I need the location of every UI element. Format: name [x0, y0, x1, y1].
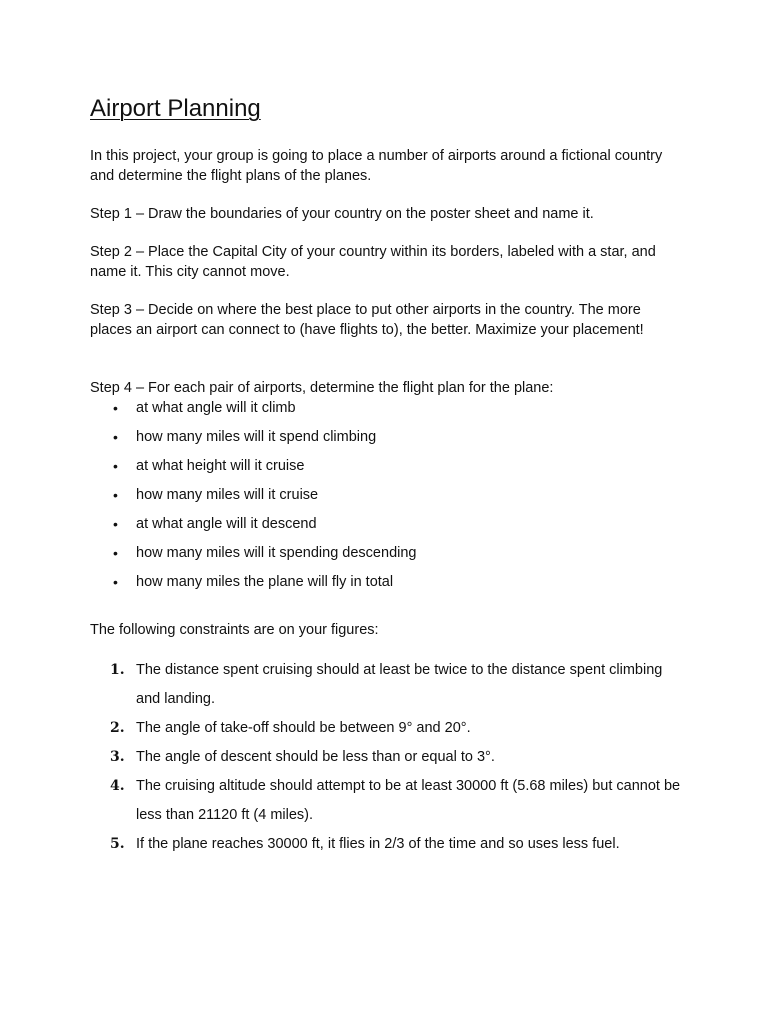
constraint-number: 3. — [110, 749, 125, 765]
list-item — [110, 427, 416, 456]
bullet-icon: • — [113, 429, 118, 445]
constraint-number: 4. — [110, 778, 125, 794]
constraint-text: If the plane reaches 30000 ft, it flies in 2/3 of the time and so uses less fuel. — [136, 836, 620, 852]
constraint-text: The distance spent cruising should at least be twice to the distance spent climbing and landing. — [136, 662, 663, 707]
constraint-item — [110, 830, 690, 859]
constraint-text: The angle of take-off should be between 9° and 20°. — [136, 720, 471, 736]
list-item-text: how many miles will it cruise — [136, 487, 319, 503]
list-item-text: at what angle will it climb — [136, 400, 296, 416]
constraint-item — [110, 714, 690, 743]
constraint-number: 2. — [110, 720, 125, 736]
list-item-text: at what height will it cruise — [136, 458, 305, 474]
constraint-item — [110, 772, 690, 830]
constraint-text: The cruising altitude should attempt to be at least 30000 ft (5.68 miles) but cannot be less than 21120 ft (4 miles). — [136, 778, 681, 823]
step-1: Step 1 – Draw the boundaries of your country on the poster sheet and name it. — [90, 206, 594, 222]
constraints-list — [110, 656, 690, 859]
constraint-item — [110, 743, 690, 772]
constraint-number: 5. — [110, 836, 125, 852]
bullet-icon: • — [113, 545, 118, 561]
intro-paragraph: In this project, your group is going to place a number of airports around a fictional country and determine the flight plans of the planes. — [90, 148, 663, 184]
bullet-icon: • — [113, 574, 118, 590]
list-item-text: how many miles the plane will fly in total — [136, 574, 394, 590]
list-item-text: how many miles will it spending descending — [136, 545, 417, 561]
constraint-number: 1. — [110, 662, 125, 678]
step-3: Step 3 – Decide on where the best place to put other airports in the country. The more places an airport can connect to (have flights to), the better. Maximize your placement! — [90, 302, 644, 338]
list-item — [110, 456, 416, 485]
step-2: Step 2 – Place the Capital City of your country within its borders, labeled with a star, and name it. This city cannot move. — [90, 244, 656, 280]
bullet-icon: • — [113, 487, 118, 503]
list-item — [110, 514, 416, 543]
constraints-intro: The following constraints are on your figures: — [90, 622, 379, 638]
step-4: Step 4 – For each pair of airports, determine the flight plan for the plane: — [90, 380, 554, 396]
list-item — [110, 398, 416, 427]
bullet-icon: • — [113, 400, 118, 416]
list-item — [110, 485, 416, 514]
flight-plan-list — [110, 398, 416, 601]
list-item-text: how many miles will it spend climbing — [136, 429, 377, 445]
list-item-text: at what angle will it descend — [136, 516, 317, 532]
list-item — [110, 543, 416, 572]
bullet-icon: • — [113, 458, 118, 474]
list-item — [110, 572, 416, 601]
page-title: Airport Planning — [90, 95, 261, 122]
bullet-icon: • — [113, 516, 118, 532]
constraint-text: The angle of descent should be less than or equal to 3°. — [136, 749, 495, 765]
constraint-item — [110, 656, 690, 714]
